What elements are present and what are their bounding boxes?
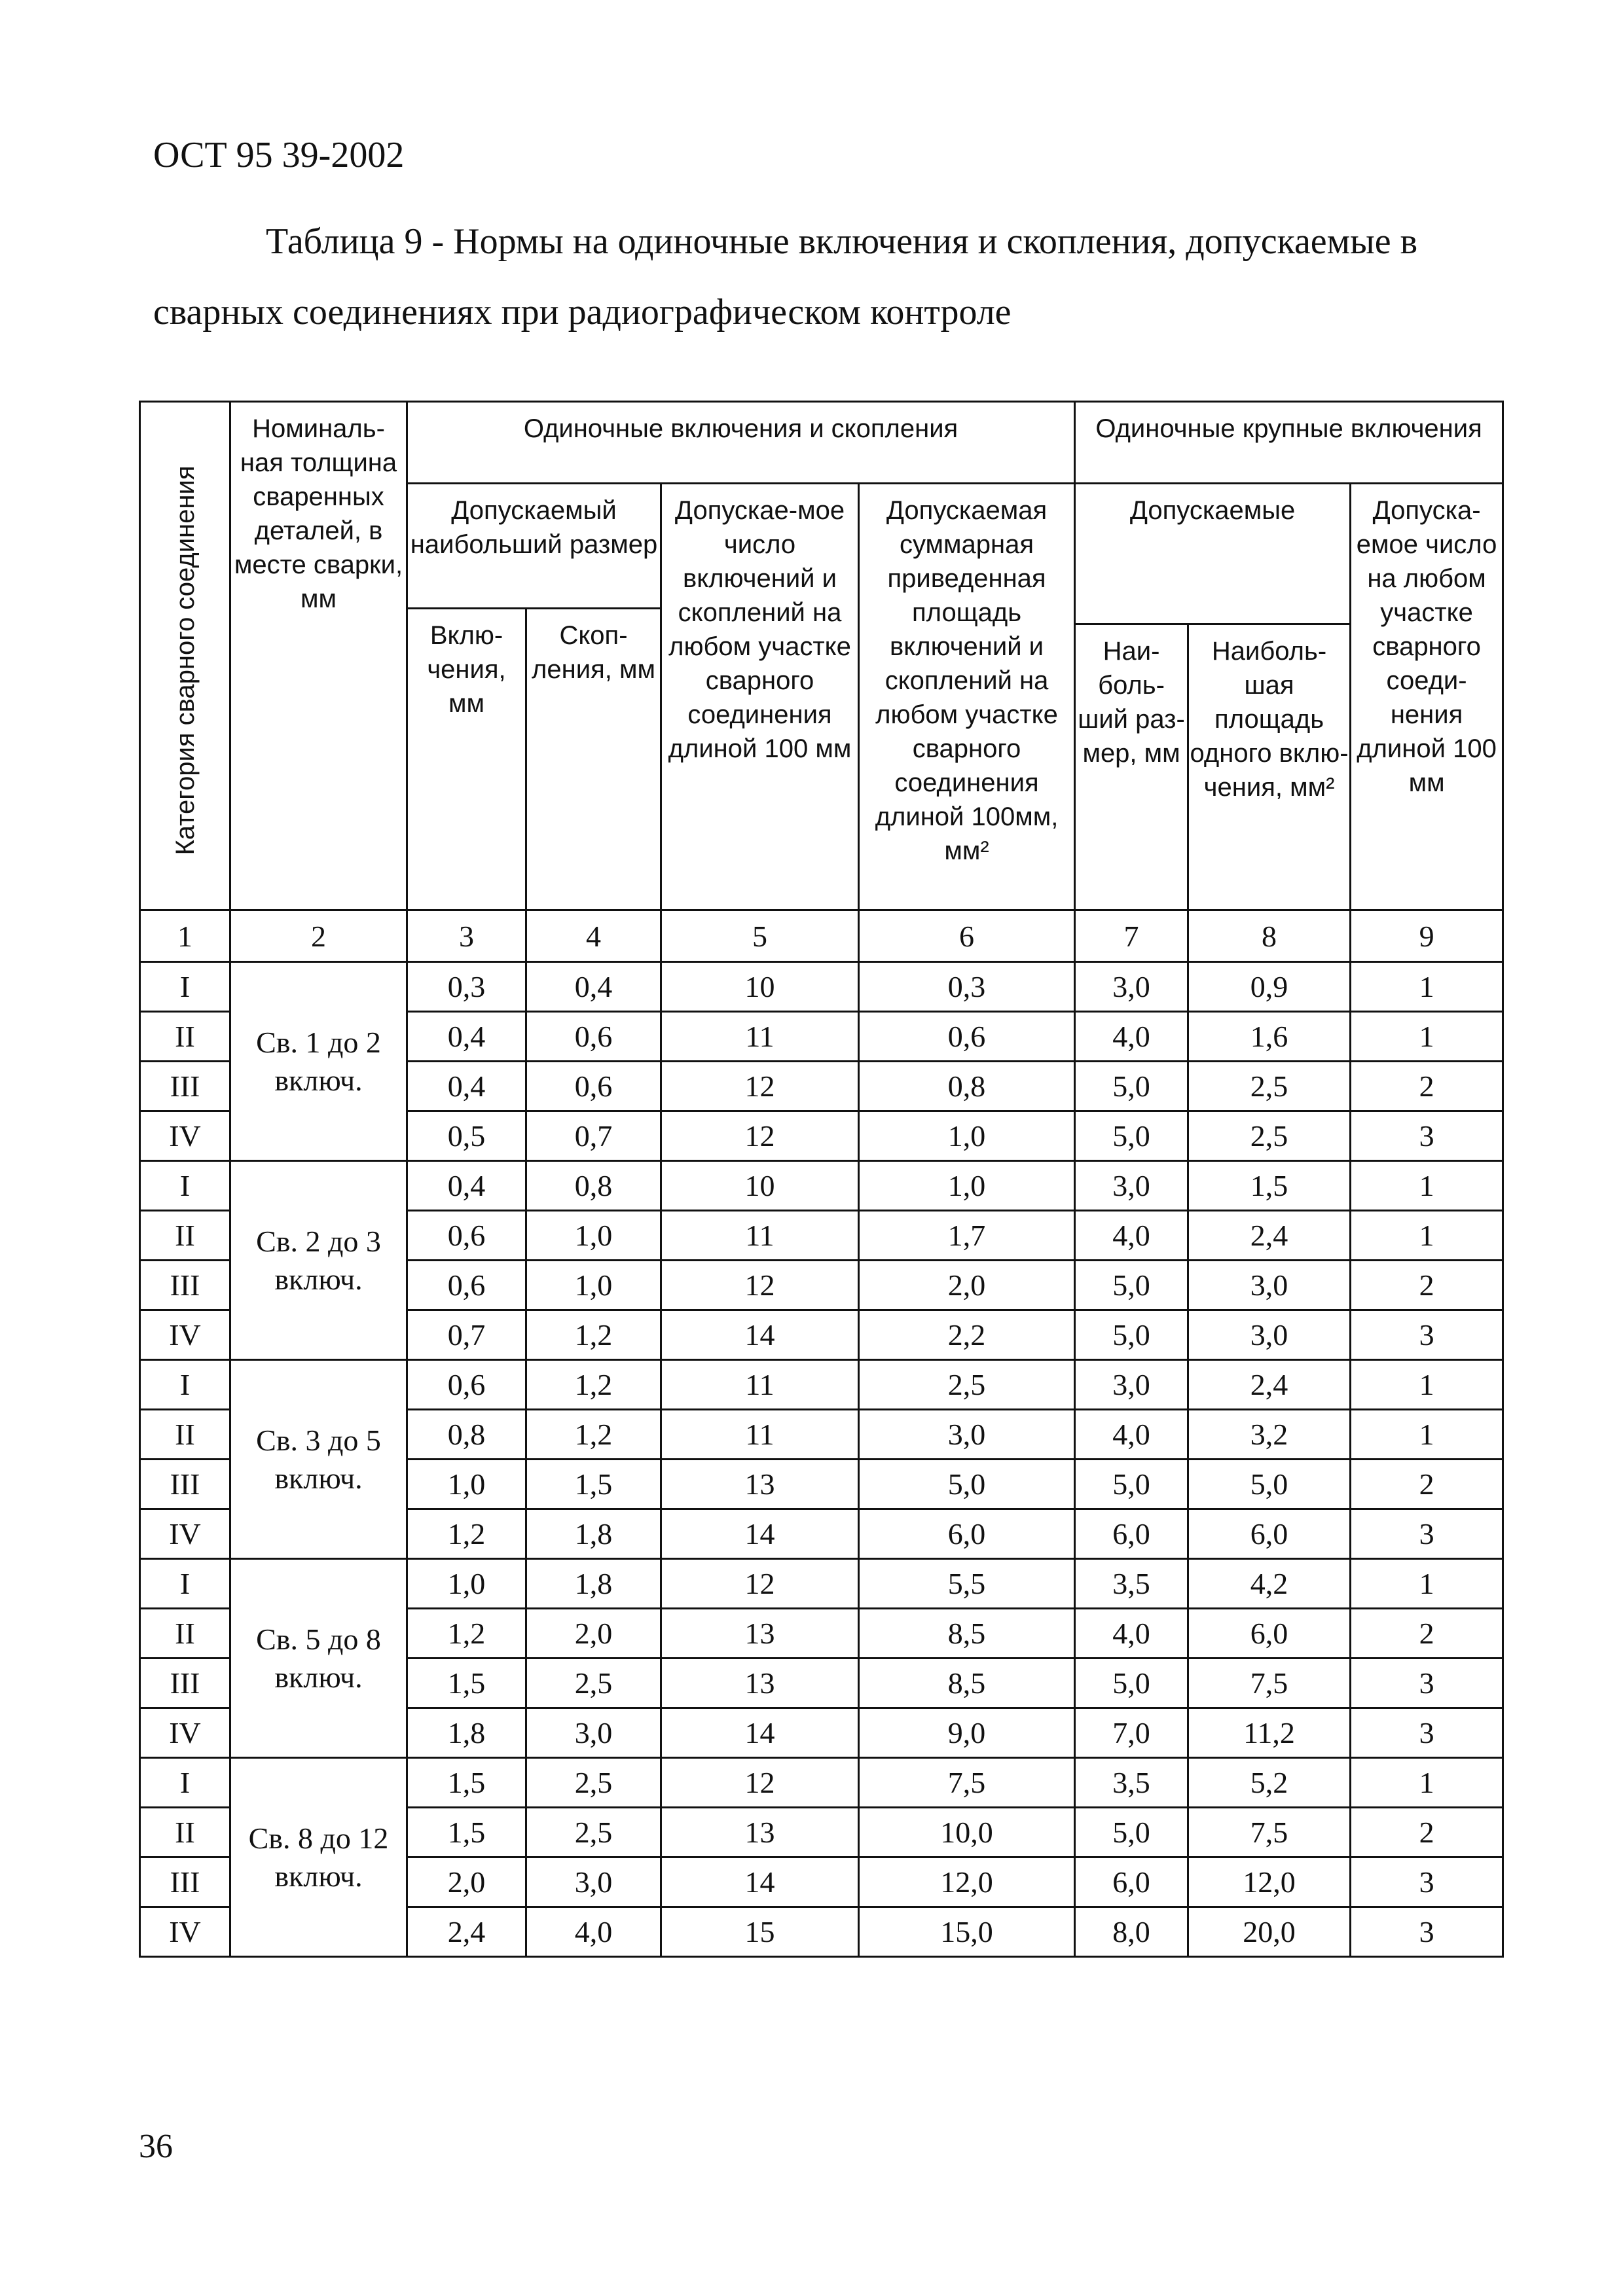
large-area-cell: 1,6	[1188, 1012, 1351, 1062]
large-count-cell: 3	[1351, 1310, 1503, 1360]
large-size-cell: 5,0	[1075, 1111, 1188, 1161]
large-area-cell: 20,0	[1188, 1907, 1351, 1957]
category-cell: IV	[140, 1111, 230, 1161]
category-cell: II	[140, 1410, 230, 1460]
area-cell: 6,0	[859, 1509, 1075, 1559]
large-area-cell: 3,0	[1188, 1310, 1351, 1360]
inclusion-size-cell: 0,4	[407, 1012, 526, 1062]
cluster-size-cell: 0,6	[526, 1012, 661, 1062]
cluster-size-cell: 3,0	[526, 1708, 661, 1758]
inclusion-size-cell: 1,5	[407, 1659, 526, 1708]
header-large-group: Одиночные крупные включения	[1075, 402, 1503, 484]
large-count-cell: 1	[1351, 1559, 1503, 1609]
large-size-cell: 8,0	[1075, 1907, 1188, 1957]
table-header	[140, 402, 1503, 962]
count-cell: 14	[661, 1857, 859, 1907]
large-count-cell: 3	[1351, 1509, 1503, 1559]
large-size-cell: 3,0	[1075, 1161, 1188, 1211]
table-row	[140, 962, 1503, 1012]
category-cell: III	[140, 1857, 230, 1907]
cluster-size-cell: 2,5	[526, 1758, 661, 1808]
large-area-cell: 2,5	[1188, 1111, 1351, 1161]
large-area-cell: 12,0	[1188, 1857, 1351, 1907]
area-cell: 9,0	[859, 1708, 1075, 1758]
inclusion-size-cell: 0,3	[407, 962, 526, 1012]
area-cell: 3,0	[859, 1410, 1075, 1460]
cluster-size-cell: 2,5	[526, 1808, 661, 1857]
large-size-cell: 5,0	[1075, 1808, 1188, 1857]
large-count-cell: 1	[1351, 1161, 1503, 1211]
large-size-cell: 7,0	[1075, 1708, 1188, 1758]
column-number: 4	[526, 910, 661, 962]
header-category	[140, 402, 230, 910]
thickness-range-cell: Св. 1 до 2 включ.	[230, 962, 407, 1161]
large-area-cell: 4,2	[1188, 1559, 1351, 1609]
header-max-size: Допускаемый наибольший размер	[407, 484, 661, 609]
large-area-cell: 6,0	[1188, 1509, 1351, 1559]
area-cell: 15,0	[859, 1907, 1075, 1957]
area-cell: 7,5	[859, 1758, 1075, 1808]
large-count-cell: 1	[1351, 1360, 1503, 1410]
area-cell: 0,6	[859, 1012, 1075, 1062]
large-count-cell: 2	[1351, 1460, 1503, 1509]
page-number: 36	[139, 2128, 173, 2165]
large-area-cell: 5,0	[1188, 1460, 1351, 1509]
category-cell: IV	[140, 1907, 230, 1957]
category-cell: IV	[140, 1310, 230, 1360]
large-area-cell: 3,0	[1188, 1261, 1351, 1310]
large-count-cell: 2	[1351, 1609, 1503, 1659]
norms-table	[139, 401, 1504, 1958]
large-size-cell: 3,5	[1075, 1559, 1188, 1609]
category-cell: II	[140, 1808, 230, 1857]
large-area-cell: 7,5	[1188, 1808, 1351, 1857]
column-number: 7	[1075, 910, 1188, 962]
count-cell: 12	[661, 1559, 859, 1609]
category-cell: I	[140, 962, 230, 1012]
area-cell: 5,5	[859, 1559, 1075, 1609]
table-row	[140, 1360, 1503, 1410]
cluster-size-cell: 1,8	[526, 1559, 661, 1609]
large-count-cell: 1	[1351, 1012, 1503, 1062]
area-cell: 10,0	[859, 1808, 1075, 1857]
cluster-size-cell: 1,2	[526, 1310, 661, 1360]
column-number: 1	[140, 910, 230, 962]
category-cell: II	[140, 1012, 230, 1062]
inclusion-size-cell: 1,2	[407, 1509, 526, 1559]
inclusion-size-cell: 0,5	[407, 1111, 526, 1161]
column-number: 2	[230, 910, 407, 962]
large-count-cell: 3	[1351, 1659, 1503, 1708]
count-cell: 12	[661, 1111, 859, 1161]
cluster-size-cell: 1,5	[526, 1460, 661, 1509]
category-cell: III	[140, 1062, 230, 1111]
table-caption: Таблица 9 - Нормы на одиночные включения и скопления, допускаемые в сварных соединениях при радиографическом контроле	[153, 221, 1418, 332]
thickness-range-cell: Св. 8 до 12 включ.	[230, 1758, 407, 1957]
header-single-group: Одиночные включения и скопления	[407, 402, 1075, 484]
large-size-cell: 6,0	[1075, 1857, 1188, 1907]
category-cell: II	[140, 1211, 230, 1261]
large-area-cell: 2,4	[1188, 1360, 1351, 1410]
count-cell: 10	[661, 1161, 859, 1211]
large-area-cell: 2,5	[1188, 1062, 1351, 1111]
large-size-cell: 5,0	[1075, 1659, 1188, 1708]
count-cell: 12	[661, 1261, 859, 1310]
area-cell: 2,5	[859, 1360, 1075, 1410]
inclusion-size-cell: 1,8	[407, 1708, 526, 1758]
large-count-cell: 2	[1351, 1808, 1503, 1857]
large-area-cell: 3,2	[1188, 1410, 1351, 1460]
header-thickness: Номиналь-ная толщина сваренных деталей, в месте сварки, мм	[230, 402, 407, 910]
category-cell: I	[140, 1360, 230, 1410]
large-size-cell: 5,0	[1075, 1062, 1188, 1111]
category-cell: II	[140, 1609, 230, 1659]
column-number: 8	[1188, 910, 1351, 962]
large-size-cell: 5,0	[1075, 1310, 1188, 1360]
large-count-cell: 1	[1351, 1211, 1503, 1261]
column-numbers-row	[140, 910, 1503, 962]
area-cell: 8,5	[859, 1609, 1075, 1659]
cluster-size-cell: 1,2	[526, 1410, 661, 1460]
area-cell: 0,3	[859, 962, 1075, 1012]
category-cell: IV	[140, 1708, 230, 1758]
large-area-cell: 5,2	[1188, 1758, 1351, 1808]
inclusion-size-cell: 2,4	[407, 1907, 526, 1957]
count-cell: 11	[661, 1012, 859, 1062]
area-cell: 1,0	[859, 1161, 1075, 1211]
thickness-range-cell: Св. 2 до 3 включ.	[230, 1161, 407, 1360]
count-cell: 13	[661, 1808, 859, 1857]
large-area-cell: 7,5	[1188, 1659, 1351, 1708]
area-cell: 2,0	[859, 1261, 1075, 1310]
category-cell: III	[140, 1460, 230, 1509]
header-large-count: Допуска-емое число на любом участке сварного соеди-нения длиной 100 мм	[1351, 484, 1503, 910]
area-cell: 12,0	[859, 1857, 1075, 1907]
area-cell: 5,0	[859, 1460, 1075, 1509]
inclusion-size-cell: 1,0	[407, 1559, 526, 1609]
table-body	[140, 962, 1503, 1957]
area-cell: 1,0	[859, 1111, 1075, 1161]
count-cell: 13	[661, 1460, 859, 1509]
column-number: 9	[1351, 910, 1503, 962]
category-cell: III	[140, 1261, 230, 1310]
count-cell: 14	[661, 1708, 859, 1758]
area-cell: 8,5	[859, 1659, 1075, 1708]
table-row	[140, 1559, 1503, 1609]
large-count-cell: 3	[1351, 1857, 1503, 1907]
cluster-size-cell: 2,5	[526, 1659, 661, 1708]
count-cell: 12	[661, 1062, 859, 1111]
count-cell: 13	[661, 1609, 859, 1659]
cluster-size-cell: 0,4	[526, 962, 661, 1012]
cluster-size-cell: 1,0	[526, 1261, 661, 1310]
column-number: 5	[661, 910, 859, 962]
cluster-size-cell: 1,8	[526, 1509, 661, 1559]
area-cell: 2,2	[859, 1310, 1075, 1360]
thickness-range-cell: Св. 5 до 8 включ.	[230, 1559, 407, 1758]
category-cell: III	[140, 1659, 230, 1708]
header-permissible: Допускаемые	[1075, 484, 1351, 624]
large-size-cell: 3,5	[1075, 1758, 1188, 1808]
large-count-cell: 3	[1351, 1907, 1503, 1957]
cluster-size-cell: 0,7	[526, 1111, 661, 1161]
column-number: 6	[859, 910, 1075, 962]
table-row	[140, 1758, 1503, 1808]
cluster-size-cell: 2,0	[526, 1609, 661, 1659]
table-row	[140, 1161, 1503, 1211]
large-size-cell: 4,0	[1075, 1609, 1188, 1659]
inclusion-size-cell: 1,5	[407, 1758, 526, 1808]
header-clusters: Скоп-ления, мм	[526, 609, 661, 910]
large-size-cell: 3,0	[1075, 1360, 1188, 1410]
large-count-cell: 2	[1351, 1261, 1503, 1310]
inclusion-size-cell: 0,8	[407, 1410, 526, 1460]
count-cell: 11	[661, 1360, 859, 1410]
inclusion-size-cell: 1,5	[407, 1808, 526, 1857]
large-area-cell: 1,5	[1188, 1161, 1351, 1211]
cluster-size-cell: 0,8	[526, 1161, 661, 1211]
large-count-cell: 3	[1351, 1111, 1503, 1161]
large-count-cell: 3	[1351, 1708, 1503, 1758]
category-cell: I	[140, 1161, 230, 1211]
inclusion-size-cell: 0,4	[407, 1062, 526, 1111]
count-cell: 13	[661, 1659, 859, 1708]
cluster-size-cell: 3,0	[526, 1857, 661, 1907]
column-number: 3	[407, 910, 526, 962]
count-cell: 11	[661, 1211, 859, 1261]
inclusion-size-cell: 2,0	[407, 1857, 526, 1907]
count-cell: 14	[661, 1509, 859, 1559]
large-size-cell: 4,0	[1075, 1012, 1188, 1062]
large-size-cell: 3,0	[1075, 962, 1188, 1012]
count-cell: 15	[661, 1907, 859, 1957]
large-count-cell: 1	[1351, 1410, 1503, 1460]
header-count: Допускае-мое число включений и скоплений на любом участке сварного соединения длиной 100 мм	[661, 484, 859, 910]
cluster-size-cell: 1,0	[526, 1211, 661, 1261]
area-cell: 1,7	[859, 1211, 1075, 1261]
area-cell: 0,8	[859, 1062, 1075, 1111]
count-cell: 14	[661, 1310, 859, 1360]
inclusion-size-cell: 1,0	[407, 1460, 526, 1509]
large-count-cell: 2	[1351, 1062, 1503, 1111]
count-cell: 12	[661, 1758, 859, 1808]
cluster-size-cell: 4,0	[526, 1907, 661, 1957]
large-size-cell: 4,0	[1075, 1410, 1188, 1460]
inclusion-size-cell: 0,4	[407, 1161, 526, 1211]
header-largest-area: Наиболь-шая площадь одного вклю-чения, мм²	[1188, 624, 1351, 910]
inclusion-size-cell: 0,7	[407, 1310, 526, 1360]
large-area-cell: 11,2	[1188, 1708, 1351, 1758]
count-cell: 10	[661, 962, 859, 1012]
category-cell: IV	[140, 1509, 230, 1559]
header-area: Допускаемая суммарная приведенная площадь включений и скоплений на любом участке сварного соединения длиной 100мм, мм²	[859, 484, 1075, 910]
category-cell: I	[140, 1559, 230, 1609]
large-size-cell: 4,0	[1075, 1211, 1188, 1261]
count-cell: 11	[661, 1410, 859, 1460]
header-inclusions: Вклю-чения, мм	[407, 609, 526, 910]
header-largest-size: Наи-боль-ший раз-мер, мм	[1075, 624, 1188, 910]
cluster-size-cell: 1,2	[526, 1360, 661, 1410]
large-size-cell: 5,0	[1075, 1261, 1188, 1310]
large-size-cell: 6,0	[1075, 1509, 1188, 1559]
large-area-cell: 2,4	[1188, 1211, 1351, 1261]
inclusion-size-cell: 0,6	[407, 1360, 526, 1410]
thickness-range-cell: Св. 3 до 5 включ.	[230, 1360, 407, 1559]
large-size-cell: 5,0	[1075, 1460, 1188, 1509]
header-category-text: Категория сварного соединения	[170, 465, 200, 855]
cluster-size-cell: 0,6	[526, 1062, 661, 1111]
category-cell: I	[140, 1758, 230, 1808]
document-code: ОСТ 95 39-2002	[153, 135, 405, 175]
inclusion-size-cell: 0,6	[407, 1261, 526, 1310]
large-area-cell: 0,9	[1188, 962, 1351, 1012]
inclusion-size-cell: 0,6	[407, 1211, 526, 1261]
large-area-cell: 6,0	[1188, 1609, 1351, 1659]
large-count-cell: 1	[1351, 1758, 1503, 1808]
inclusion-size-cell: 1,2	[407, 1609, 526, 1659]
large-count-cell: 1	[1351, 962, 1503, 1012]
